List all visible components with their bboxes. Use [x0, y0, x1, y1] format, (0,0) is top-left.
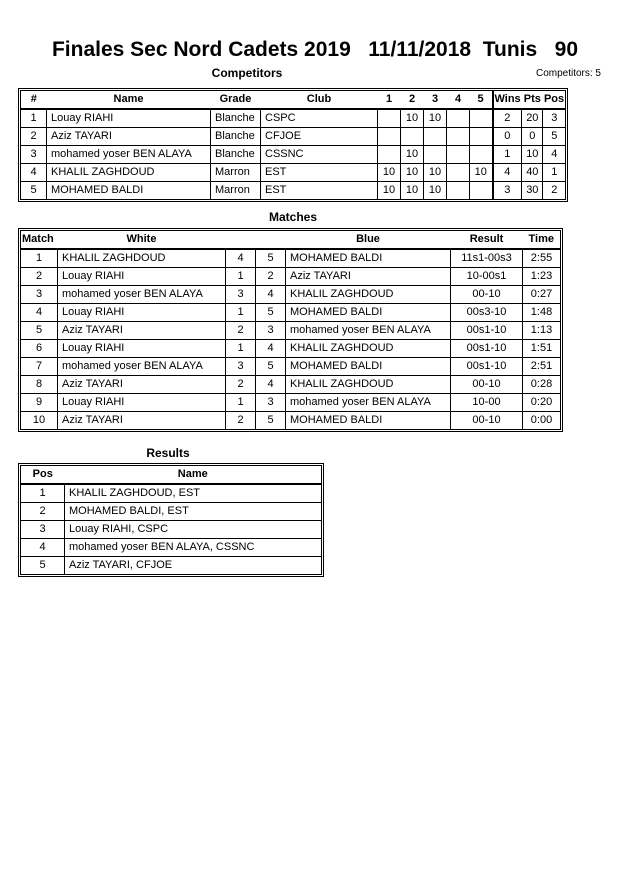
matches-col-match: Match [21, 231, 58, 250]
matches-header-row [21, 231, 561, 250]
cell-name: Louay RIAHI [47, 109, 211, 128]
matches-col-blue-score [256, 231, 286, 250]
cell-match-num: 7 [21, 358, 58, 376]
cell-grade: Marron [211, 182, 261, 200]
competitors-col-pts: Pts [522, 91, 543, 110]
cell-round1 [378, 109, 401, 128]
match-row [21, 394, 561, 412]
cell-round3: 10 [424, 109, 447, 128]
cell-match-num: 8 [21, 376, 58, 394]
cell-club: EST [261, 164, 378, 182]
match-row [21, 304, 561, 322]
cell-name: mohamed yoser BEN ALAYA [47, 146, 211, 164]
cell-club: CSSNC [261, 146, 378, 164]
cell-white-score: 4 [226, 249, 256, 268]
cell-pts: 40 [522, 164, 543, 182]
cell-round1: 10 [378, 164, 401, 182]
cell-blue-name: mohamed yoser BEN ALAYA [286, 322, 451, 340]
cell-blue-score: 5 [256, 249, 286, 268]
cell-match-num: 9 [21, 394, 58, 412]
cell-round3 [424, 146, 447, 164]
cell-round4 [447, 128, 470, 146]
cell-white-score: 3 [226, 286, 256, 304]
cell-blue-score: 5 [256, 412, 286, 430]
result-row [21, 539, 322, 557]
cell-pos: 2 [21, 503, 65, 521]
match-row [21, 376, 561, 394]
cell-white-name: Aziz TAYARI [58, 322, 226, 340]
cell-blue-name: MOHAMED BALDI [286, 358, 451, 376]
cell-round4 [447, 146, 470, 164]
cell-pos: 5 [543, 128, 566, 146]
cell-time: 0:28 [523, 376, 561, 394]
competitors-count: Competitors: 5 [535, 68, 601, 79]
cell-match-num: 6 [21, 340, 58, 358]
cell-wins: 2 [493, 109, 522, 128]
cell-num: 1 [21, 109, 47, 128]
cell-white-score: 1 [226, 268, 256, 286]
cell-round4 [447, 182, 470, 200]
competitor-row [21, 128, 566, 146]
cell-wins: 4 [493, 164, 522, 182]
cell-round2: 10 [401, 146, 424, 164]
cell-blue-score: 4 [256, 376, 286, 394]
cell-blue-score: 4 [256, 286, 286, 304]
competitors-table [20, 90, 566, 200]
cell-pos: 4 [21, 539, 65, 557]
matches-table [20, 230, 561, 430]
cell-wins: 3 [493, 182, 522, 200]
cell-round2: 10 [401, 164, 424, 182]
cell-white-name: Aziz TAYARI [58, 376, 226, 394]
cell-round5 [470, 109, 493, 128]
matches-col-white: White [58, 231, 226, 250]
cell-name: KHALIL ZAGHDOUD [47, 164, 211, 182]
cell-round2: 10 [401, 182, 424, 200]
cell-grade: Marron [211, 164, 261, 182]
cell-match-num: 5 [21, 322, 58, 340]
competitors-header-row [21, 91, 566, 110]
cell-time: 1:51 [523, 340, 561, 358]
result-row [21, 557, 322, 575]
cell-name: KHALIL ZAGHDOUD, EST [65, 484, 322, 503]
cell-result: 00s1-10 [451, 358, 523, 376]
cell-match-num: 1 [21, 249, 58, 268]
result-row [21, 521, 322, 539]
cell-name: Aziz TAYARI [47, 128, 211, 146]
cell-blue-score: 3 [256, 394, 286, 412]
competitors-col-round3: 3 [424, 91, 447, 110]
cell-name: Aziz TAYARI, CFJOE [65, 557, 322, 575]
results-header-row [21, 466, 322, 485]
cell-blue-score: 2 [256, 268, 286, 286]
competitors-col-name: Name [47, 91, 211, 110]
competitors-table-frame [18, 88, 568, 202]
cell-round4 [447, 164, 470, 182]
competitor-row [21, 109, 566, 128]
cell-pos: 1 [543, 164, 566, 182]
cell-white-score: 1 [226, 394, 256, 412]
matches-col-white-score [226, 231, 256, 250]
cell-round5 [470, 146, 493, 164]
cell-round4 [447, 109, 470, 128]
cell-blue-name: Aziz TAYARI [286, 268, 451, 286]
cell-round2 [401, 128, 424, 146]
cell-match-num: 4 [21, 304, 58, 322]
cell-white-score: 2 [226, 322, 256, 340]
competitors-col-num: # [21, 91, 47, 110]
results-heading: Results [146, 446, 190, 460]
cell-round1 [378, 146, 401, 164]
cell-pos: 3 [543, 109, 566, 128]
cell-time: 2:51 [523, 358, 561, 376]
cell-round3 [424, 128, 447, 146]
matches-heading: Matches [268, 210, 318, 224]
match-row [21, 340, 561, 358]
cell-result: 00s1-10 [451, 340, 523, 358]
cell-num: 5 [21, 182, 47, 200]
cell-time: 0:20 [523, 394, 561, 412]
match-row [21, 322, 561, 340]
cell-white-name: Aziz TAYARI [58, 412, 226, 430]
cell-blue-name: KHALIL ZAGHDOUD [286, 286, 451, 304]
competitor-row [21, 146, 566, 164]
cell-round2: 10 [401, 109, 424, 128]
cell-white-score: 2 [226, 376, 256, 394]
cell-white-score: 2 [226, 412, 256, 430]
matches-table-frame [18, 228, 563, 432]
match-row [21, 268, 561, 286]
cell-round3: 10 [424, 182, 447, 200]
cell-blue-name: KHALIL ZAGHDOUD [286, 376, 451, 394]
cell-white-name: mohamed yoser BEN ALAYA [58, 286, 226, 304]
cell-round5: 10 [470, 164, 493, 182]
cell-white-name: mohamed yoser BEN ALAYA [58, 358, 226, 376]
results-col-name: Name [65, 466, 322, 485]
cell-result: 11s1-00s3 [451, 249, 523, 268]
cell-result: 00-10 [451, 412, 523, 430]
cell-wins: 0 [493, 128, 522, 146]
cell-time: 1:48 [523, 304, 561, 322]
matches-col-result: Result [451, 231, 523, 250]
cell-white-score: 1 [226, 340, 256, 358]
cell-match-num: 3 [21, 286, 58, 304]
cell-club: EST [261, 182, 378, 200]
cell-blue-name: MOHAMED BALDI [286, 412, 451, 430]
cell-blue-score: 5 [256, 304, 286, 322]
cell-round3: 10 [424, 164, 447, 182]
cell-blue-score: 5 [256, 358, 286, 376]
cell-pos: 5 [21, 557, 65, 575]
result-row [21, 484, 322, 503]
cell-blue-name: KHALIL ZAGHDOUD [286, 340, 451, 358]
cell-white-name: Louay RIAHI [58, 304, 226, 322]
cell-result: 00-10 [451, 376, 523, 394]
cell-match-num: 10 [21, 412, 58, 430]
competitors-col-wins: Wins [493, 91, 522, 110]
cell-name: MOHAMED BALDI, EST [65, 503, 322, 521]
cell-white-score: 3 [226, 358, 256, 376]
cell-club: CFJOE [261, 128, 378, 146]
cell-pts: 10 [522, 146, 543, 164]
competitors-col-round5: 5 [470, 91, 493, 110]
cell-pos: 4 [543, 146, 566, 164]
cell-round5 [470, 128, 493, 146]
cell-pts: 0 [522, 128, 543, 146]
results-table [20, 465, 322, 575]
cell-name: mohamed yoser BEN ALAYA, CSSNC [65, 539, 322, 557]
cell-white-name: Louay RIAHI [58, 340, 226, 358]
cell-white-name: Louay RIAHI [58, 394, 226, 412]
cell-pts: 20 [522, 109, 543, 128]
cell-time: 0:00 [523, 412, 561, 430]
cell-pts: 30 [522, 182, 543, 200]
cell-wins: 1 [493, 146, 522, 164]
competitors-col-pos: Pos [543, 91, 566, 110]
cell-blue-name: mohamed yoser BEN ALAYA [286, 394, 451, 412]
cell-white-score: 1 [226, 304, 256, 322]
cell-match-num: 2 [21, 268, 58, 286]
competitor-row [21, 182, 566, 200]
competitors-col-round2: 2 [401, 91, 424, 110]
matches-col-blue: Blue [286, 231, 451, 250]
cell-result: 00-10 [451, 286, 523, 304]
match-row [21, 286, 561, 304]
competitors-col-club: Club [261, 91, 378, 110]
cell-name: Louay RIAHI, CSPC [65, 521, 322, 539]
cell-grade: Blanche [211, 109, 261, 128]
cell-name: MOHAMED BALDI [47, 182, 211, 200]
cell-grade: Blanche [211, 146, 261, 164]
cell-result: 10-00 [451, 394, 523, 412]
cell-round5 [470, 182, 493, 200]
cell-white-name: Louay RIAHI [58, 268, 226, 286]
cell-white-name: KHALIL ZAGHDOUD [58, 249, 226, 268]
results-table-frame [18, 463, 324, 577]
cell-num: 4 [21, 164, 47, 182]
cell-blue-score: 4 [256, 340, 286, 358]
cell-result: 10-00s1 [451, 268, 523, 286]
cell-time: 0:27 [523, 286, 561, 304]
cell-round1 [378, 128, 401, 146]
cell-num: 3 [21, 146, 47, 164]
cell-result: 00s1-10 [451, 322, 523, 340]
results-col-pos: Pos [21, 466, 65, 485]
cell-pos: 3 [21, 521, 65, 539]
cell-result: 00s3-10 [451, 304, 523, 322]
result-row [21, 503, 322, 521]
match-row [21, 358, 561, 376]
competitor-row [21, 164, 566, 182]
cell-blue-name: MOHAMED BALDI [286, 304, 451, 322]
competitors-heading: Competitors [211, 66, 283, 80]
competitors-col-grade: Grade [211, 91, 261, 110]
cell-pos: 1 [21, 484, 65, 503]
competitors-col-round4: 4 [447, 91, 470, 110]
cell-time: 1:23 [523, 268, 561, 286]
cell-round1: 10 [378, 182, 401, 200]
cell-time: 2:55 [523, 249, 561, 268]
match-row [21, 412, 561, 430]
cell-club: CSPC [261, 109, 378, 128]
cell-pos: 2 [543, 182, 566, 200]
competitors-col-round1: 1 [378, 91, 401, 110]
cell-time: 1:13 [523, 322, 561, 340]
cell-grade: Blanche [211, 128, 261, 146]
cell-blue-name: MOHAMED BALDI [286, 249, 451, 268]
match-row [21, 249, 561, 268]
cell-blue-score: 3 [256, 322, 286, 340]
cell-num: 2 [21, 128, 47, 146]
page-title: Finales Sec Nord Cadets 2019 11/11/2018 Tunis 90 [51, 38, 579, 61]
matches-col-time: Time [523, 231, 561, 250]
